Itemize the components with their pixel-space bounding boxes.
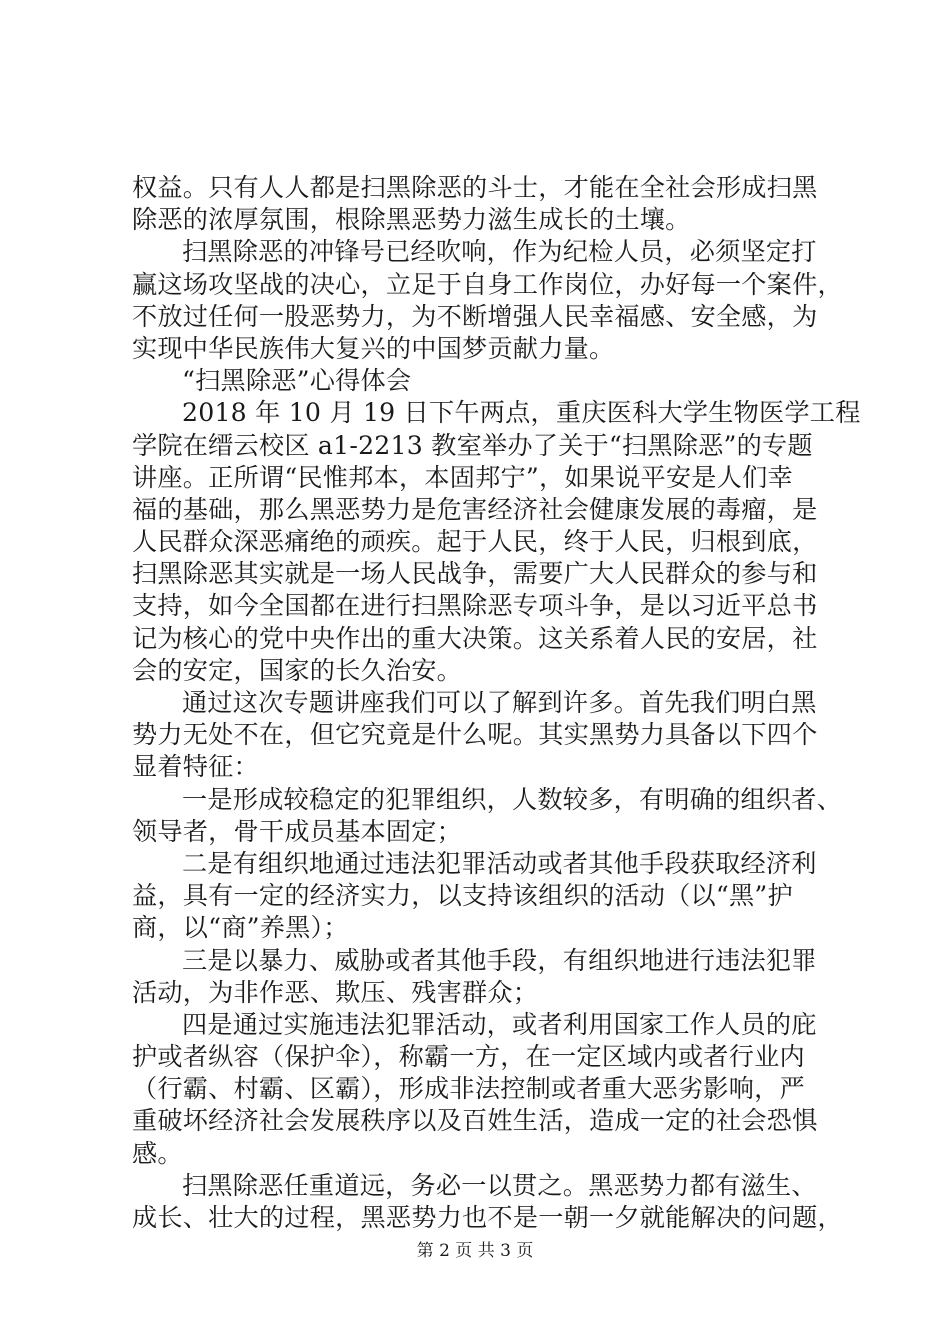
text-line: 讲座。正所谓“民惟邦本，本固邦宁”，如果说平安是人们幸 (132, 462, 793, 492)
document-body (132, 172, 861, 1234)
text-line: （行霸、村霸、区霸），形成非法控制或者重大恶劣影响，严 (132, 1074, 805, 1104)
text-line: 扫黑除恶其实就是一场人民战争，需要广大人民群众的参与和 (132, 559, 818, 589)
text-line: 感。 (132, 1138, 183, 1168)
text-line: 实现中华民族伟大复兴的中国梦贡献力量。 (132, 333, 615, 363)
text-line: 会的安定，国家的长久治安。 (132, 655, 463, 685)
text-line: 活动，为非作恶、欺压、残害群众； (132, 977, 539, 1007)
text-line: 四是通过实施违法犯罪活动，或者利用国家工作人员的庇 (182, 1009, 817, 1039)
text-line: 显着特征： (132, 752, 259, 782)
text-line: 学院在缙云校区 a1-2213 教室举办了关于“扫黑除恶”的专题 (132, 430, 813, 460)
text-line: 重破坏经济社会发展秩序以及百姓生活，造成一定的社会恐惧 (132, 1106, 818, 1136)
text-line: 护或者纵容（保护伞），称霸一方，在一定区域内或者行业内 (132, 1042, 805, 1072)
text-line: 除恶的浓厚氛围，根除黑恶势力滋生成长的土壤。 (132, 205, 691, 235)
text-line: 扫黑除恶任重道远，务必一以贯之。黑恶势力都有滋生、 (182, 1170, 817, 1200)
text-line: 福的基础，那么黑恶势力是危害经济社会健康发展的毒瘤，是 (132, 494, 818, 524)
text-line: 支持，如今全国都在进行扫黑除恶专项斗争，是以习近平总书 (132, 591, 818, 621)
text-line: 势力无处不在，但它究竟是什么呢。其实黑势力具备以下四个 (132, 720, 818, 750)
text-line: 益，具有一定的经济实力，以支持该组织的活动（以“黑”护 (132, 881, 793, 911)
text-line: 二是有组织地通过违法犯罪活动或者其他手段获取经济利 (182, 848, 817, 878)
text-line: 三是以暴力、威胁或者其他手段，有组织地进行违法犯罪 (182, 945, 817, 975)
text-line: 通过这次专题讲座我们可以了解到许多。首先我们明白黑 (182, 688, 817, 717)
text-line: 成长、壮大的过程，黑恶势力也不是一朝一夕就能解决的问题， (132, 1203, 843, 1232)
text-line: 2018 年 10 月 19 日下午两点，重庆医科大学生物医学工程 (182, 398, 861, 428)
text-line: 人民群众深恶痛绝的顽疾。起于人民，终于人民，归根到底， (132, 527, 818, 557)
text-line: 一是形成较稳定的犯罪组织，人数较多，有明确的组织者、 (182, 784, 843, 814)
text-line: 领导者，骨干成员基本固定； (132, 816, 463, 846)
text-line: 扫黑除恶的冲锋号已经吹响，作为纪检人员，必须坚定打 (182, 237, 817, 267)
text-line: 商，以“商”养黑）； (132, 913, 349, 943)
text-line: 赢这场攻坚战的决心，立足于自身工作岗位，办好每一个案件， (132, 269, 843, 299)
text-line: 记为核心的党中央作出的重大决策。这关系着人民的安居，社 (132, 623, 818, 653)
text-line: 权益。只有人人都是扫黑除恶的斗士，才能在全社会形成扫黑 (132, 173, 818, 202)
text-line: 不放过任何一股恶势力，为不断增强人民幸福感、安全感，为 (132, 301, 818, 331)
text-line: “扫黑除恶”心得体会 (182, 366, 412, 396)
page-footer: 第 2 页 共 3 页 (416, 1241, 534, 1261)
